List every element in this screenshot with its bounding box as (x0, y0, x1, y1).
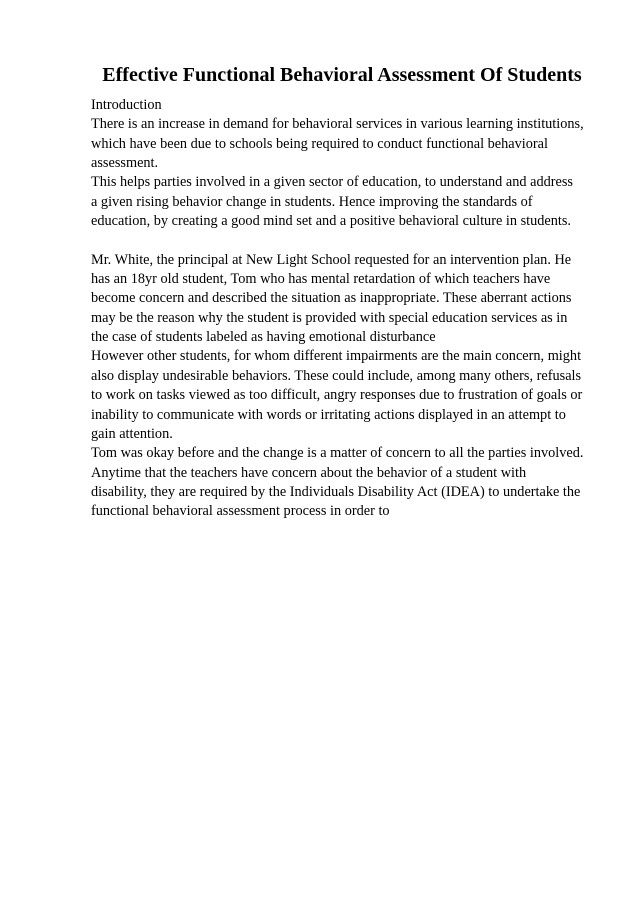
body-line: assessment. (91, 155, 159, 172)
body-line: has an 18yr old student, Tom who has mental retardation of which teachers have (91, 271, 551, 288)
body-line: also display undesirable behaviors. These could include, among many others, refusals (91, 367, 582, 384)
body-line: However other students, for whom different impairments are the main concern, might (91, 348, 582, 365)
body-line: There is an increase in demand for behavioral services in various learning institutions, (91, 116, 584, 133)
document-body (91, 96, 601, 522)
body-line: functional behavioral assessment process in order to (91, 503, 390, 520)
body-line: which have been due to schools being required to conduct functional behavioral (91, 135, 548, 152)
document-title: Effective Functional Behavioral Assessment Of Students (102, 64, 582, 86)
body-line: disability, they are required by the Individuals Disability Act (IDEA) to undertake the (91, 483, 581, 500)
body-line: may be the reason why the student is provided with special education services as in (91, 309, 568, 326)
body-line: a given rising behavior change in students. Hence improving the standards of (91, 193, 533, 210)
body-line: Tom was okay before and the change is a matter of concern to all the parties involved. (91, 445, 584, 462)
body-line: gain attention. (91, 425, 173, 442)
body-line: to work on tasks viewed as too difficult, angry responses due to frustration of goals or (91, 387, 583, 404)
section-heading-introduction: Introduction (91, 97, 162, 113)
body-line: education, by creating a good mind set and a positive behavioral culture in students. (91, 213, 572, 230)
body-line: Anytime that the teachers have concern about the behavior of a student with (91, 464, 527, 481)
body-line: This helps parties involved in a given sector of education, to understand and address (91, 174, 573, 191)
paragraph-spacer (91, 231, 601, 250)
body-line: become concern and described the situation as inappropriate. These aberrant actions (91, 290, 572, 307)
body-line: the case of students labeled as having emotional disturbance (91, 329, 436, 346)
body-line: inability to communicate with words or irritating actions displayed in an attempt to (91, 406, 566, 423)
body-line: Mr. White, the principal at New Light School requested for an intervention plan. He (91, 251, 572, 268)
